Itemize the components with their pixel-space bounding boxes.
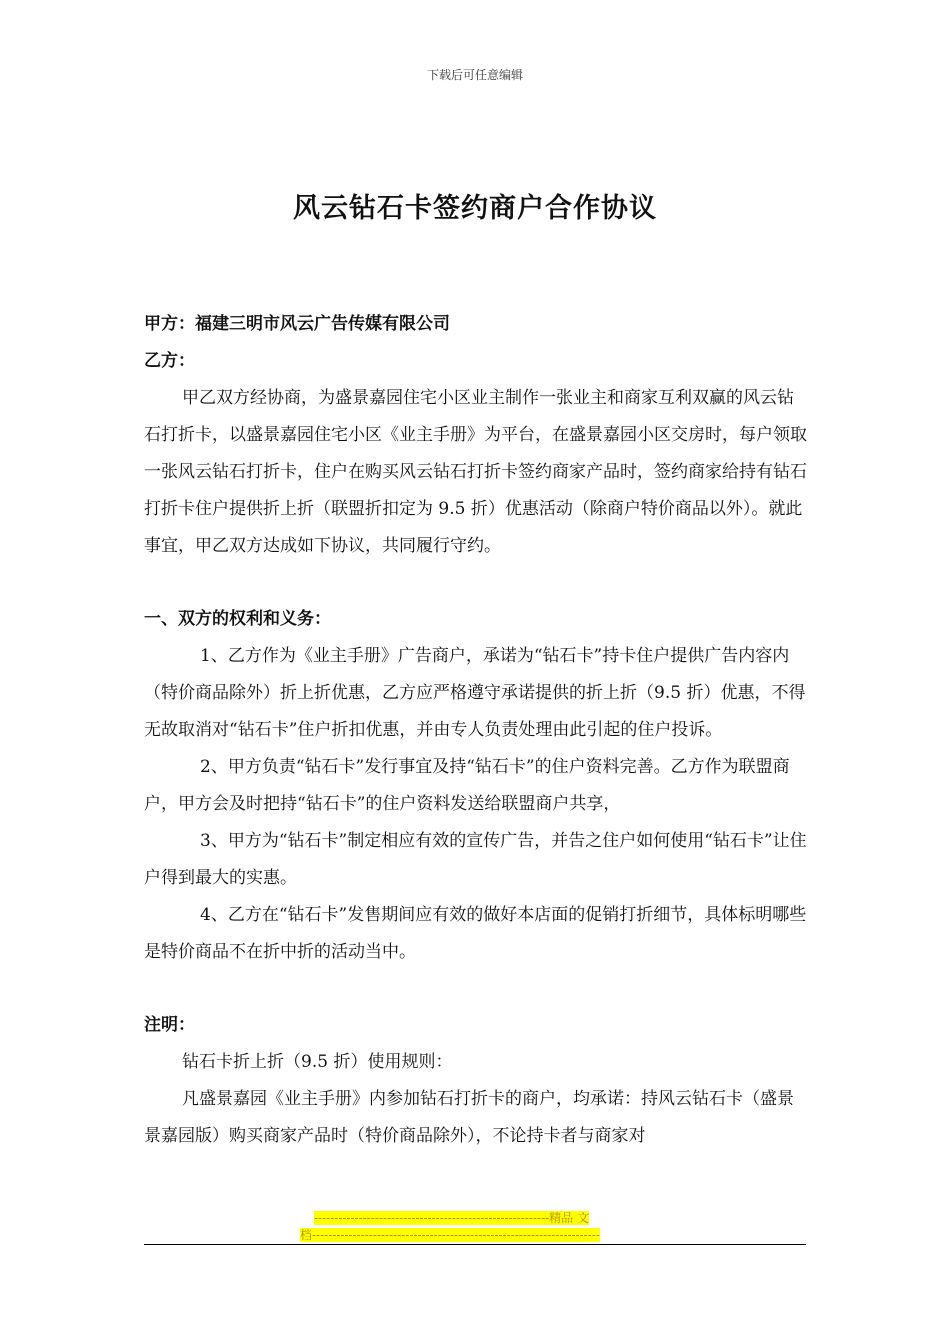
- note-rule-title: 钻石卡折上折（9.5 折）使用规则：: [182, 1052, 453, 1072]
- party-a-line: 甲方：福建三明市风云广告传媒有限公司: [144, 314, 450, 334]
- section1-item: 2、甲方负责“钻石卡”发行事宜及持“钻石卡”的住户资料完善。乙方作为联盟商户，甲方会及时把持“钻石卡”的住户资料发送给联盟商户共享，: [144, 757, 790, 814]
- footer-line-2: 档-----------------------------------------------------------------------: [300, 1228, 600, 1242]
- section1-heading: 一、双方的权利和义务：: [144, 609, 331, 629]
- section1-item: 1、乙方作为《业主手册》广告商户，承诺为“钻石卡”持卡住户提供广告内容内（特价商品除外）折上折优惠，乙方应严格遵守承诺提供的折上折（9.5 折）优惠，不得无故取消对“钻石卡”住户折扣优惠，并由专人负责处理由此引起的住户投诉。: [144, 646, 806, 740]
- section1-item: 4、乙方在“钻石卡”发售期间应有效的做好本店面的促销打折细节，具体标明哪些是特价商品不在折中折的活动当中。: [144, 905, 807, 962]
- footer-line-1: ----------------------------------------------------------精品 文: [314, 1211, 589, 1225]
- footer-watermark: [300, 1210, 650, 1244]
- document-title: 风云钻石卡签约商户合作协议: [293, 193, 657, 224]
- footer-rule: [144, 1244, 806, 1245]
- page-header: 下载后可任意编辑: [426, 68, 523, 82]
- document-body: [144, 306, 808, 1155]
- section1-item: 3、甲方为“钻石卡”制定相应有效的宣传广告，并告之住户如何使用“钻石卡”让住户得到最大的实惠。: [144, 831, 807, 888]
- intro-paragraph: 甲乙双方经协商，为盛景嘉园住宅小区业主制作一张业主和商家互利双赢的风云钻石打折卡，以盛景嘉园住宅小区《业主手册》为平台，在盛景嘉园小区交房时，每户领取一张风云钻石打折卡，住户在购买风云钻石打折卡签约商家产品时，签约商家给持有钻石打折卡住户提供折上折（联盟折扣定为 9.5 折）优惠活动（除商户特价商品以外）。就此事宜，甲乙双方达成如下协议，共同履行守约。: [144, 388, 807, 556]
- note-paragraph: 凡盛景嘉园《业主手册》内参加钻石打折卡的商户，均承诺：持风云钻石卡（盛景景嘉园版）购买商家产品时（特价商品除外），不论持卡者与商家对: [144, 1089, 794, 1146]
- party-b-line: 乙方：: [144, 351, 195, 371]
- note-heading: 注明：: [144, 1015, 195, 1035]
